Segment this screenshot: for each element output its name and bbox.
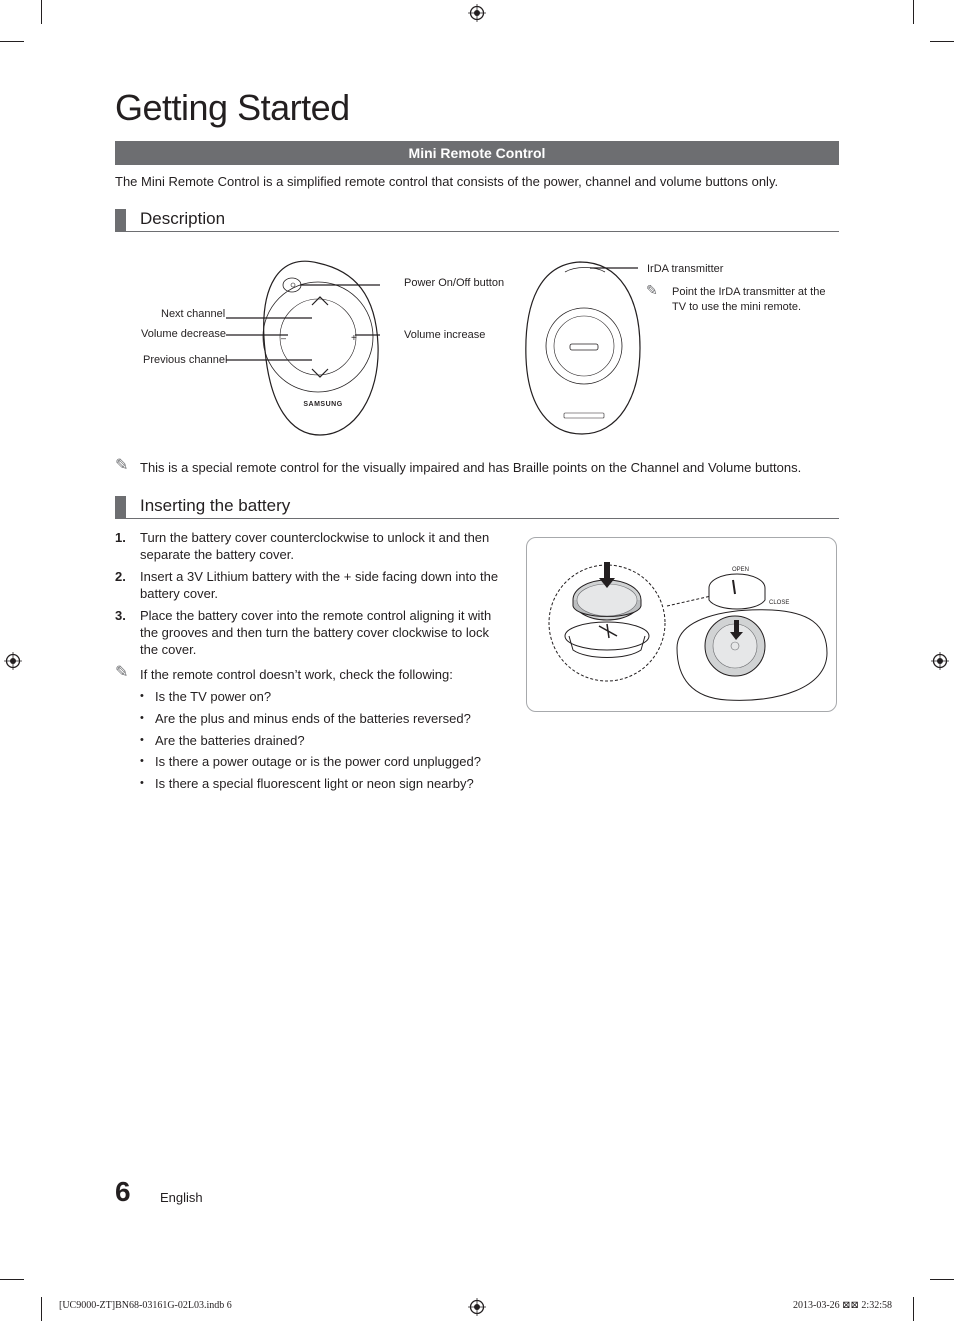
registration-mark-icon: [4, 652, 22, 670]
battery-heading: [115, 496, 839, 519]
crop-mark: [0, 1279, 24, 1280]
registration-mark-icon: [468, 1298, 486, 1316]
list-item: • Is there a special fluorescent light or neon sign nearby?: [140, 775, 481, 792]
step-text: Turn the battery cover counterclockwise to unlock it and then separate the battery cover.: [140, 530, 490, 562]
label-next-channel: Next channel: [161, 308, 226, 320]
step-number: 1.: [115, 530, 126, 545]
svg-text:–: –: [281, 333, 287, 343]
step-text: Insert a 3V Lithium battery with the + side facing down into the battery cover.: [140, 569, 499, 601]
note-pencil-icon: ✎: [115, 664, 129, 681]
brand-text: SAMSUNG: [303, 401, 343, 408]
footer-timestamp: 2013-03-26 ⊠⊠ 2:32:58: [793, 1300, 892, 1311]
label-close: CLOSE: [769, 600, 790, 606]
intro-text: The Mini Remote Control is a simplified remote control that consists of the power, channel and volume buttons only.: [115, 174, 779, 189]
footer-filename: [UC9000-ZT]BN68-03161G-02L03.indb 6: [59, 1300, 232, 1311]
step-number: 3.: [115, 608, 126, 623]
list-item: • Are the plus and minus ends of the batteries reversed?: [140, 710, 481, 727]
step-number: 2.: [115, 569, 126, 584]
crop-mark: [930, 41, 954, 42]
braille-note: This is a special remote control for the visually impaired and has Braille points on the Channel and Volume buttons.: [140, 460, 802, 475]
language-label: English: [160, 1190, 203, 1205]
list-item: • Is the TV power on?: [140, 688, 481, 705]
troubleshoot-note: If the remote control doesn’t work, check the following:: [140, 667, 453, 682]
crop-mark: [41, 0, 42, 24]
troubleshoot-checklist: [140, 688, 481, 797]
label-open: OPEN: [732, 567, 750, 573]
label-power-button: Power On/Off button: [404, 277, 505, 289]
crop-mark: [913, 1297, 914, 1321]
note-pencil-icon: ✎: [646, 282, 658, 298]
list-item: • Are the batteries drained?: [140, 732, 481, 749]
remote-back-illustration: [520, 258, 650, 438]
remote-front-illustration: [140, 255, 380, 440]
crop-mark: [0, 41, 24, 42]
battery-illustration: [527, 538, 835, 710]
registration-mark-icon: [468, 4, 486, 22]
heading-bar: [115, 209, 126, 231]
step-item: [115, 607, 505, 658]
battery-steps: [115, 529, 505, 663]
label-volume-increase: Volume increase: [404, 329, 486, 341]
note-pencil-icon: ✎: [115, 457, 129, 474]
crop-mark: [930, 1279, 954, 1280]
description-heading-label: Description: [140, 209, 226, 228]
crop-mark: [41, 1297, 42, 1321]
step-item: [115, 529, 505, 563]
battery-heading-label: Inserting the battery: [140, 496, 291, 515]
description-heading: [115, 209, 839, 232]
irda-note: Point the IrDA transmitter at the TV to use the mini remote.: [672, 286, 826, 313]
page-title: Getting Started: [115, 87, 350, 128]
heading-bar: [115, 496, 126, 518]
section-banner: Mini Remote Control: [115, 141, 839, 165]
step-item: [115, 568, 505, 602]
crop-mark: [913, 0, 914, 24]
page-number: 6: [115, 1176, 131, 1207]
step-text: Place the battery cover into the remote control aligning it with the grooves and then turn the battery cover clockwise to lock the cover.: [140, 608, 492, 657]
battery-illustration-frame: [526, 537, 837, 712]
label-previous-channel: Previous channel: [143, 354, 228, 366]
registration-mark-icon: [931, 652, 949, 670]
list-item: • Is there a power outage or is the power cord unplugged?: [140, 753, 481, 770]
label-irda: IrDA transmitter: [647, 263, 724, 275]
svg-text:+: +: [351, 333, 357, 344]
label-volume-decrease: Volume decrease: [141, 328, 226, 340]
